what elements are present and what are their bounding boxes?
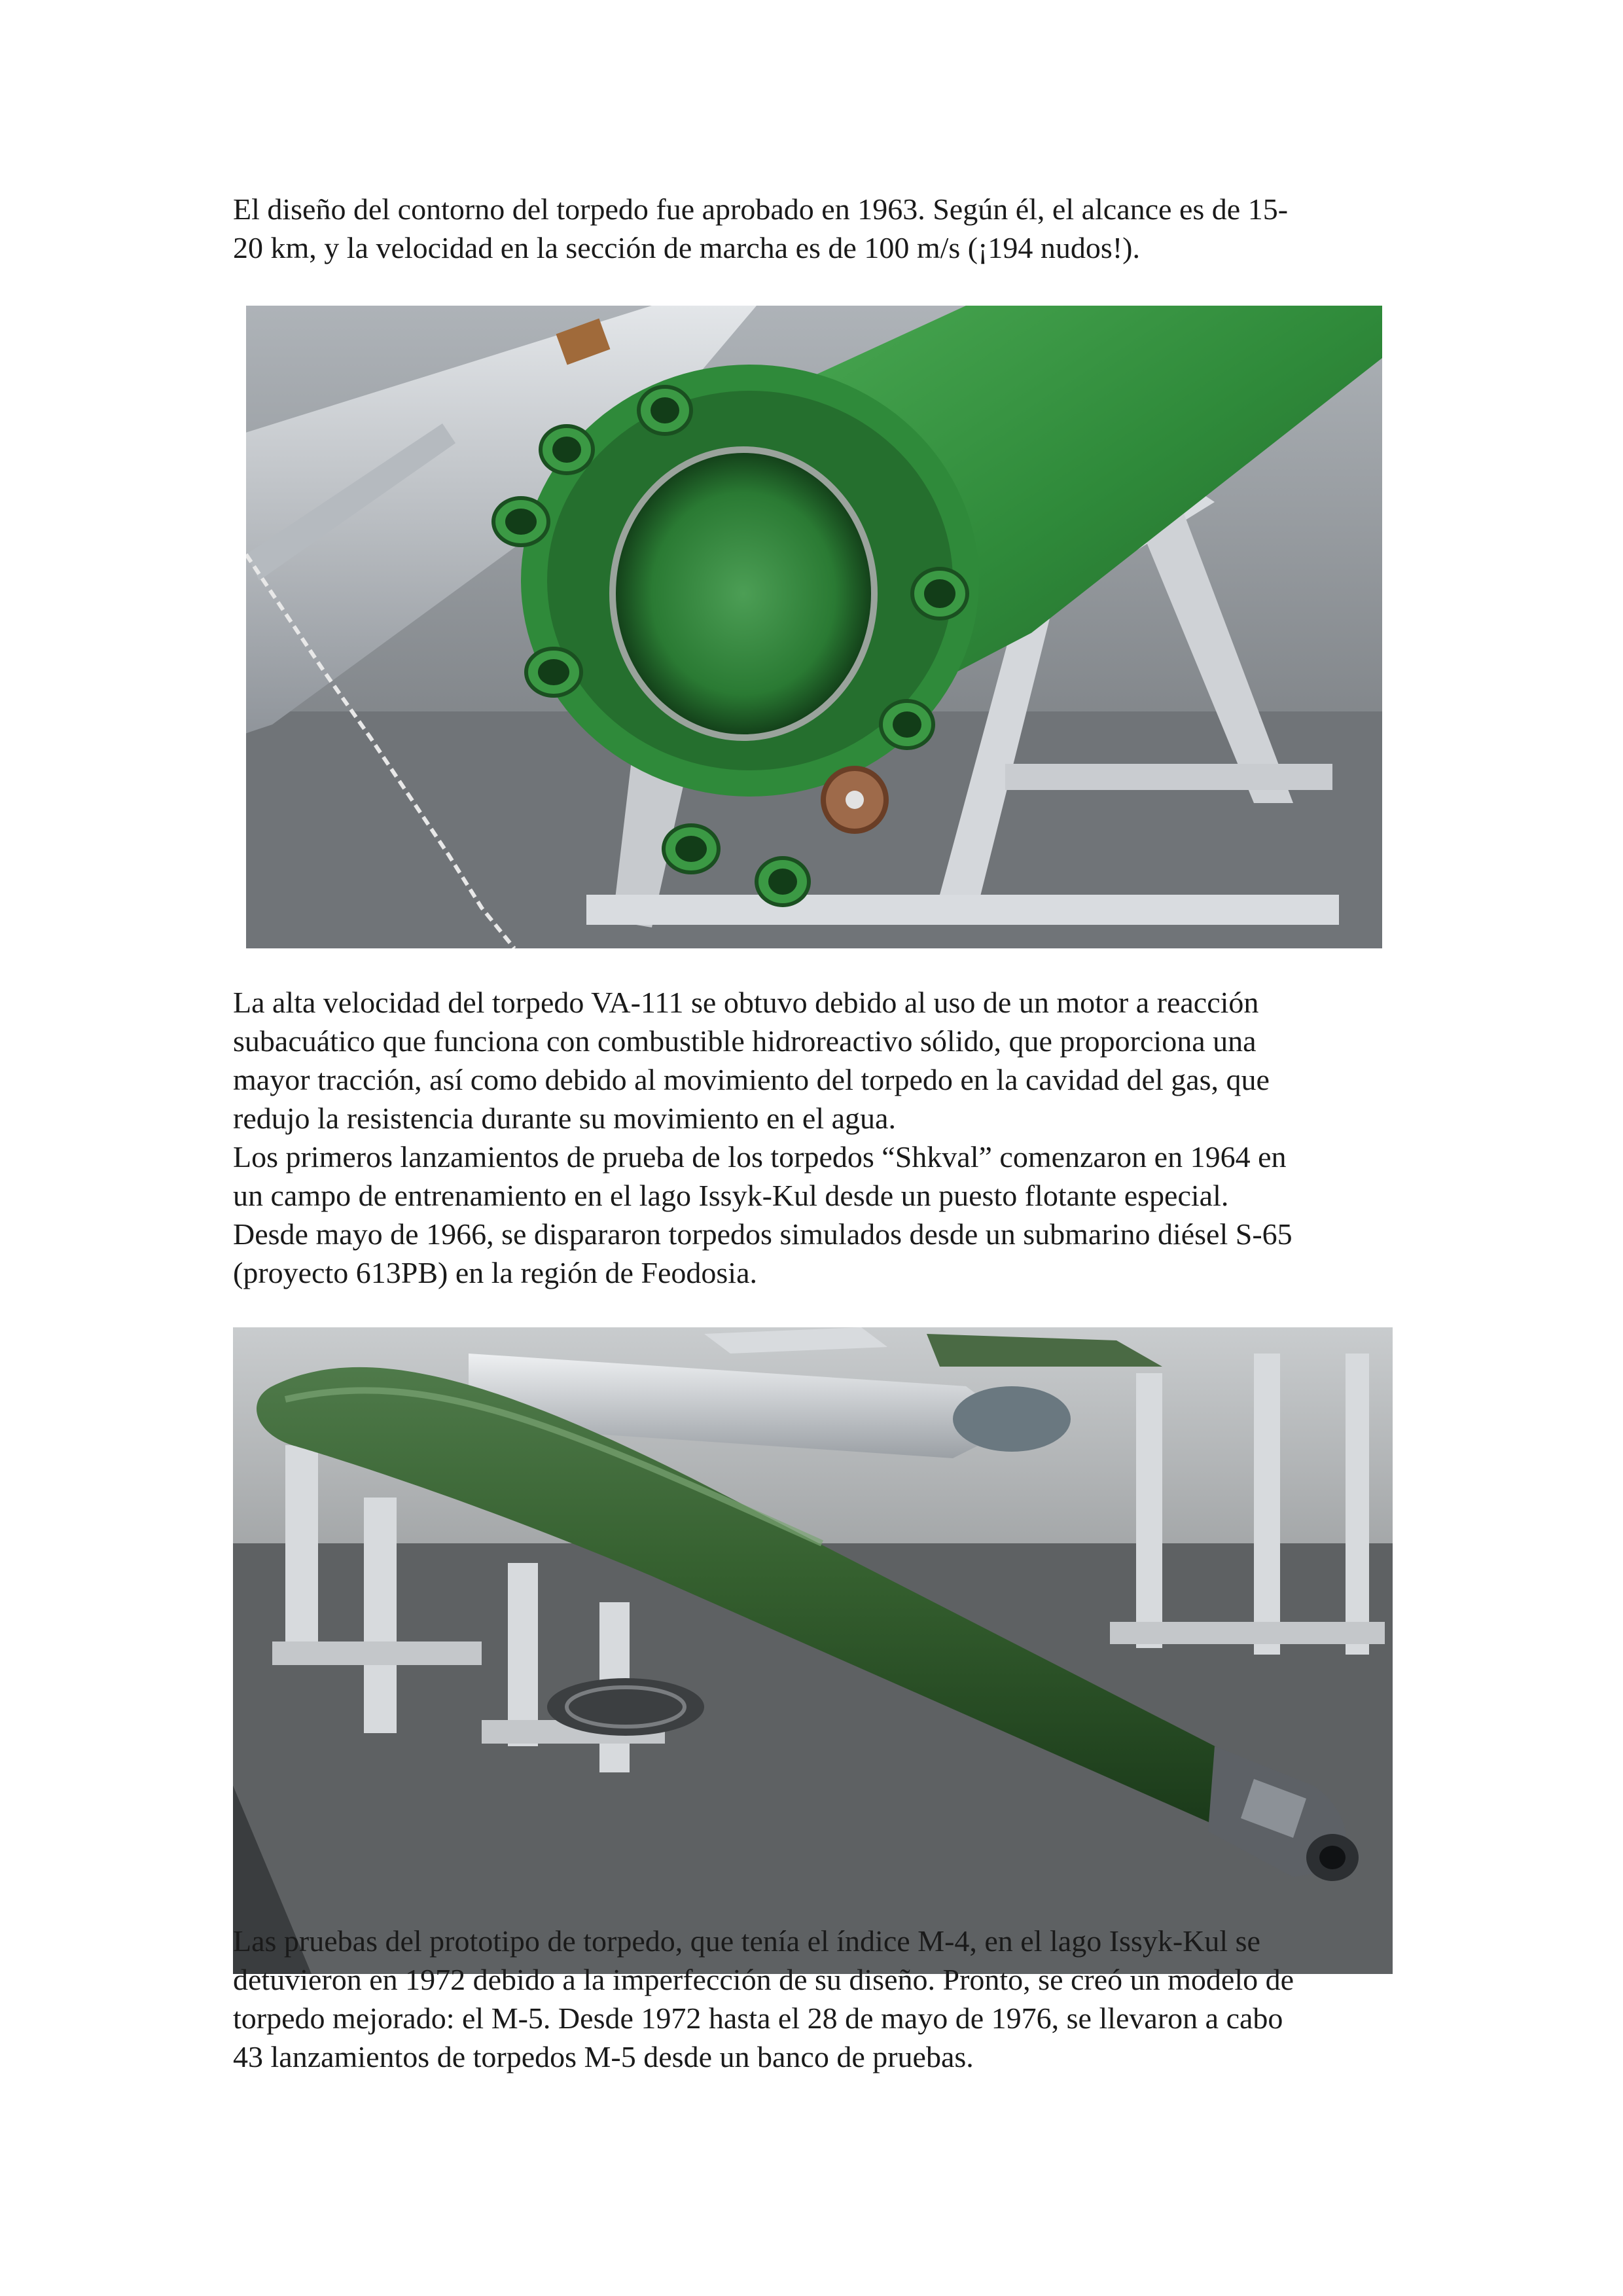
text-line: un campo de entrenamiento en el lago Issyk-Kul desde un puesto flotante especial. (233, 1179, 1229, 1212)
photo-torpedo-on-stands (233, 1327, 1393, 1974)
paragraph-va111 (233, 983, 1391, 1292)
text-line: mayor tracción, así como debido al movimiento del torpedo en la cavidad del gas, que (233, 1063, 1270, 1096)
text-line: Desde mayo de 1966, se dispararon torpedos simulados desde un submarino diésel S-65 (233, 1217, 1293, 1251)
paragraph-intro (233, 190, 1391, 267)
text-line: El diseño del contorno del torpedo fue aprobado en 1963. Según él, el alcance es de 15- (233, 192, 1289, 226)
paragraph-m4-m5 (233, 1922, 1391, 2076)
text-line: redujo la resistencia durante su movimiento en el agua. (233, 1102, 896, 1135)
photo-torpedo-rear-nozzles (246, 306, 1382, 948)
text-line: 20 km, y la velocidad en la sección de marcha es de 100 m/s (¡194 nudos!). (233, 231, 1140, 264)
text-line: torpedo mejorado: el M-5. Desde 1972 hasta el 28 de mayo de 1976, se llevaron a cabo (233, 2001, 1283, 2035)
text-line: subacuático que funciona con combustible hidroreactivo sólido, que proporciona una (233, 1024, 1257, 1058)
text-line: La alta velocidad del torpedo VA-111 se obtuvo debido al uso de un motor a reacción (233, 986, 1259, 1019)
text-line: 43 lanzamientos de torpedos M-5 desde un banco de pruebas. (233, 2040, 974, 2073)
text-line: Los primeros lanzamientos de prueba de los torpedos “Shkval” comenzaron en 1964 en (233, 1140, 1287, 1174)
text-line: detuvieron en 1972 debido a la imperfección de su diseño. Pronto, se creó un modelo de (233, 1963, 1294, 1996)
text-line: Las pruebas del prototipo de torpedo, que tenía el índice M-4, en el lago Issyk-Kul se (233, 1924, 1260, 1958)
text-line: (proyecto 613PB) en la región de Feodosia. (233, 1256, 757, 1289)
